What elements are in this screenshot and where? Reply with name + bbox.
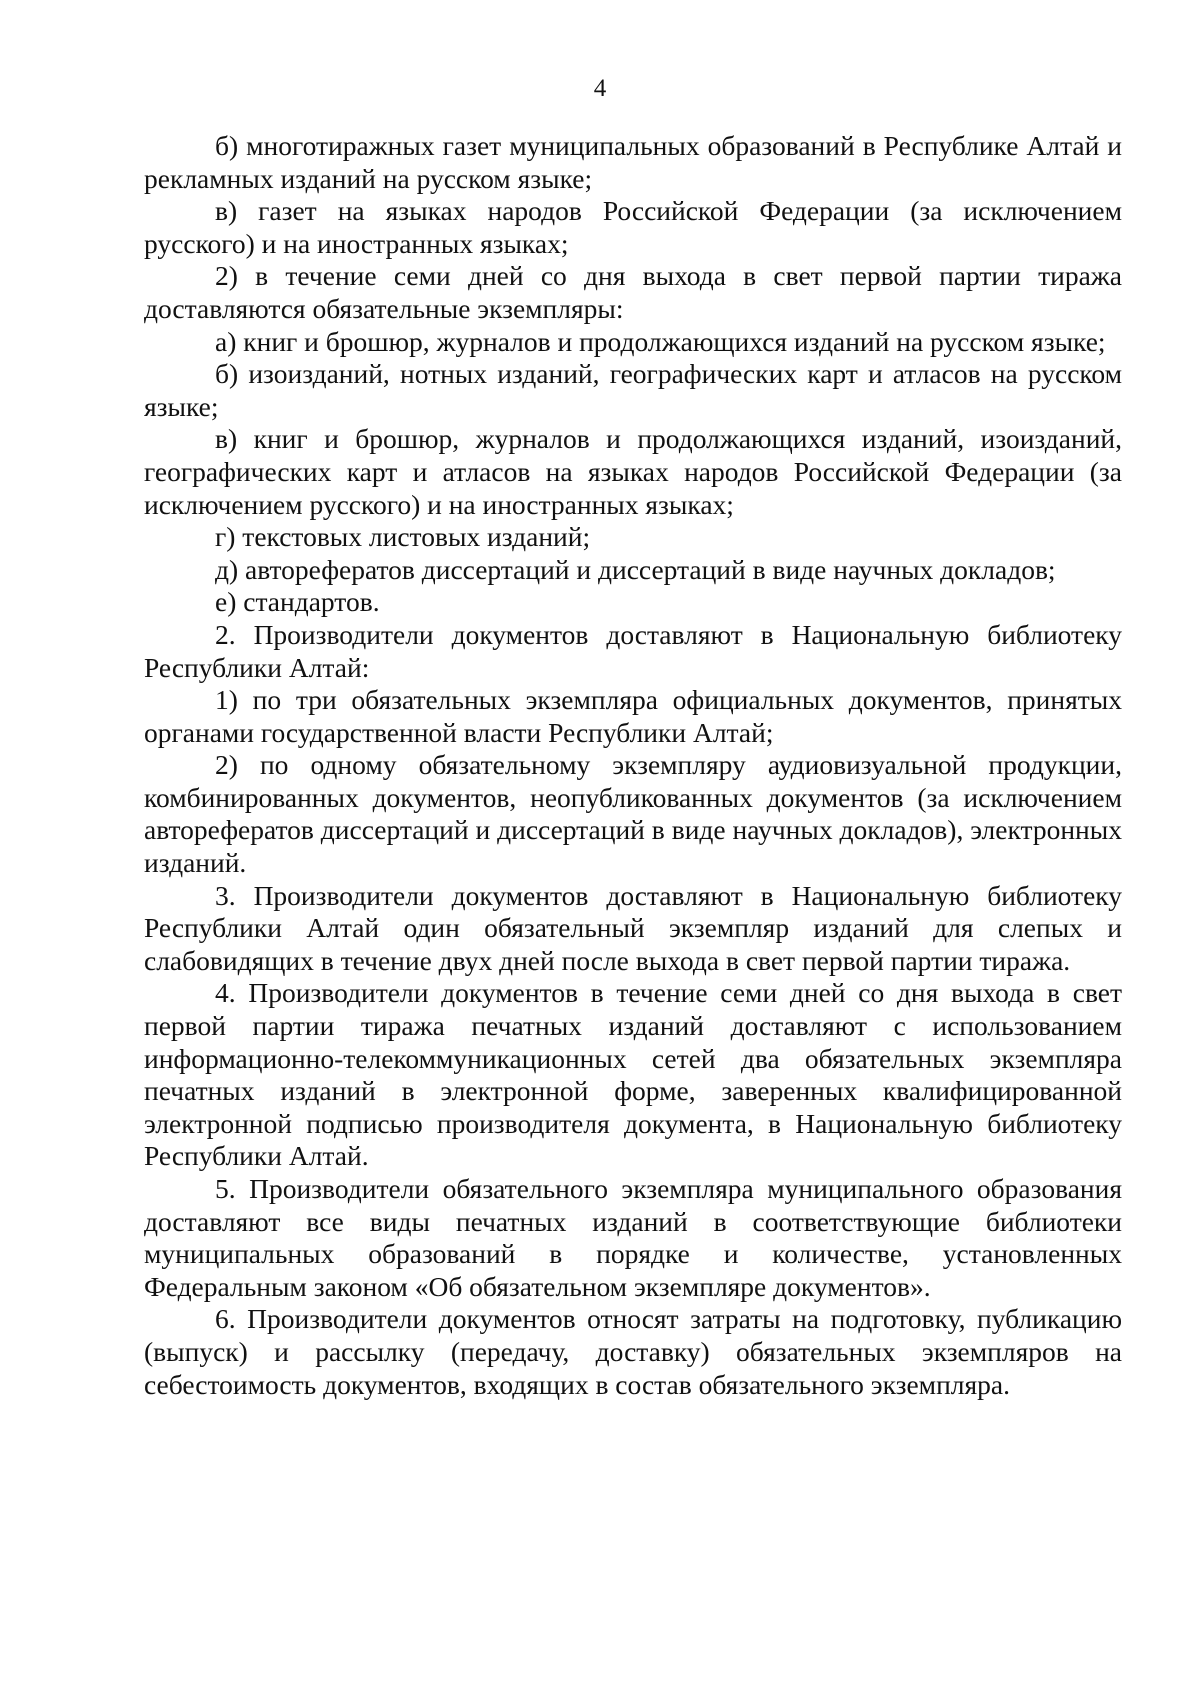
- paragraph-section-4: 4. Производители документов в течение семи дней со дня выхода в свет первой партии тиража печатных изданий доставляют с использованием информационно-телекоммуникационных сетей два обязательных экземпляра печатных изданий в электронной форме, заверенных квалифицированной электронной подписью производителя документа, в Национальную библиотеку Республики Алтай.: [144, 977, 1122, 1172]
- page-number: 4: [593, 75, 607, 102]
- paragraph-2-seven-days: 2) в течение семи дней со дня выхода в свет первой партии тиража доставляются обязательные экземпляры:: [144, 260, 1122, 324]
- paragraph-v-national-language-newspapers: в) газет на языках народов Российской Федерации (за исключением русского) и на иностранных языках;: [144, 195, 1122, 259]
- paragraph-v-books-national-languages: в) книг и брошюр, журналов и продолжающихся изданий, изоизданий, географических карт и атласов на языках народов Российской Федерации (за исключением русского) и на иностранных языках;: [144, 423, 1122, 520]
- paragraph-a-books-russian: а) книг и брошюр, журналов и продолжающихся изданий на русском языке;: [215, 325, 1106, 357]
- paragraph-e-standards: е) стандартов.: [215, 586, 380, 618]
- paragraph-d-abstracts: д) авторефератов диссертаций и диссертаций в виде научных докладов;: [215, 553, 1056, 585]
- paragraph-b-municipal-newspapers: б) многотиражных газет муниципальных образований в Республике Алтай и рекламных изданий на русском языке;: [144, 130, 1122, 194]
- paragraph-2-1-official-documents: 1) по три обязательных экземпляра официальных документов, принятых органами государственной власти Республики Алтай;: [144, 684, 1122, 748]
- paragraph-section-2: 2. Производители документов доставляют в Национальную библиотеку Республики Алтай:: [144, 618, 1122, 683]
- paragraph-section-5: 5. Производители обязательного экземпляра муниципального образования доставляют все виды печатных изданий в соответствующие библиотеки муниципальных образований в порядке и количестве, установленных Федеральным законом «Об обязательном экземпляре документов».: [144, 1173, 1122, 1302]
- paragraph-section-6: 6. Производители документов относят затраты на подготовку, публикацию (выпуск) и рассылку (передачу, доставку) обязательных экземпляров на себестоимость документов, входящих в состав обязательного экземпляра.: [144, 1303, 1122, 1400]
- paragraph-2-2-audiovisual: 2) по одному обязательному экземпляру аудиовизуальной продукции, комбинированных документов, неопубликованных документов (за исключением авторефератов диссертаций и диссертаций в виде научных докладов), электронных изданий.: [144, 749, 1122, 879]
- document-body: [144, 130, 1122, 1401]
- paragraph-g-leaflets: г) текстовых листовых изданий;: [215, 521, 591, 553]
- paragraph-b-art-editions: б) изоизданий, нотных изданий, географических карт и атласов на русском языке;: [144, 358, 1122, 422]
- paragraph-section-3: 3. Производители документов доставляют в Национальную библиотеку Республики Алтай один обязательный экземпляр изданий для слепых и слабовидящих в течение двух дней после выхода в свет первой партии тиража.: [144, 879, 1122, 976]
